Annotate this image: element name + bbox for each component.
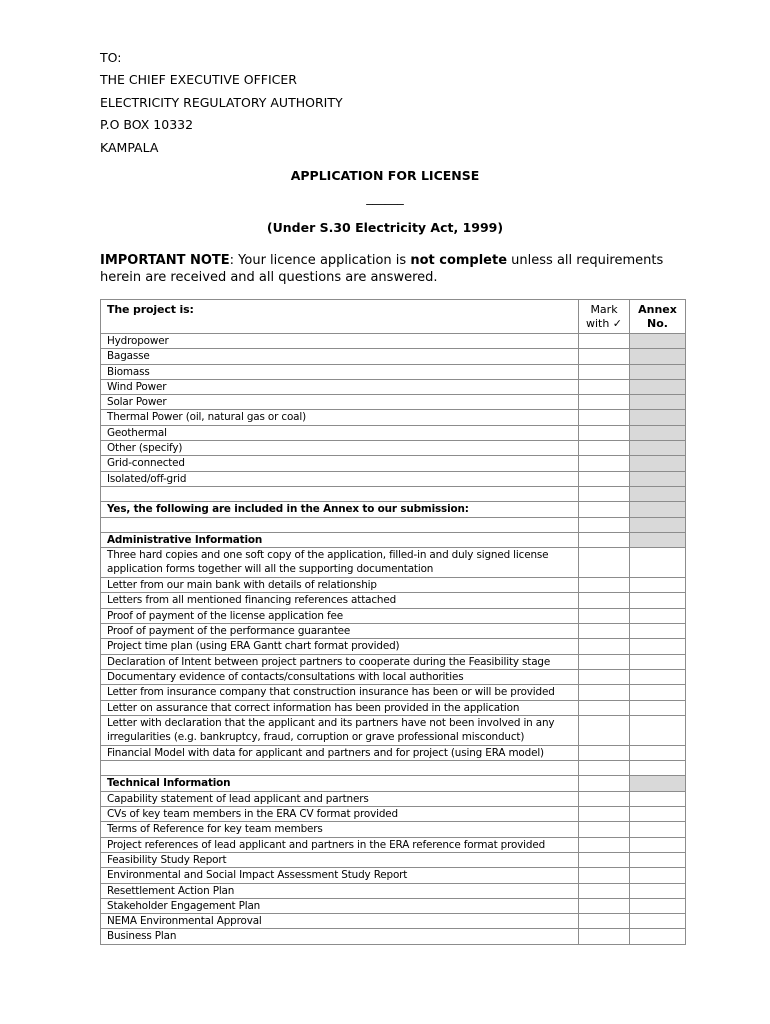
requirement-text: Financial Model with data for applicant and partners and for project (using ERA model) [101,745,579,760]
header-mark [579,300,630,334]
table-row [101,379,686,394]
annex-cell[interactable] [630,532,686,547]
table-row [101,669,686,684]
mark-cell[interactable] [579,898,630,913]
mark-cell[interactable] [579,685,630,700]
mark-cell[interactable] [579,502,630,517]
address-line-2: ELECTRICITY REGULATORY AUTHORITY [100,95,343,110]
mark-cell[interactable] [579,578,630,593]
annex-cell[interactable] [630,852,686,867]
table-row [101,929,686,944]
requirement-text: Bagasse [101,349,579,364]
requirement-text: Capability statement of lead applicant and partners [101,791,579,806]
important-note-emphasis: not complete [410,253,508,268]
requirement-text: Three hard copies and one soft copy of the application, filled-in and duly signed license application forms together will all the supporting documentation [101,548,579,578]
requirement-text: Proof of payment of the license application fee [101,608,579,623]
address-line-4: KAMPALA [100,140,159,155]
annex-cell[interactable] [630,624,686,639]
requirement-text: Letter from our main bank with details of relationship [101,578,579,593]
mark-cell[interactable] [579,639,630,654]
requirement-text: Proof of payment of the performance guarantee [101,624,579,639]
annex-cell[interactable] [630,898,686,913]
requirement-text: Project references of lead applicant and partners in the ERA reference format provided [101,837,579,852]
requirement-text: Biomass [101,364,579,379]
annex-cell[interactable] [630,669,686,684]
table-row [101,471,686,486]
mark-cell[interactable] [579,883,630,898]
table-row [101,486,686,501]
requirement-text: Yes, the following are included in the Annex to our submission: [101,502,579,517]
requirement-text: Solar Power [101,395,579,410]
annex-cell[interactable] [630,578,686,593]
requirement-text: Feasibility Study Report [101,852,579,867]
annex-cell[interactable] [630,685,686,700]
requirement-text: Thermal Power (oil, natural gas or coal) [101,410,579,425]
table-row [101,608,686,623]
header-annex-line-1: Annex [638,303,677,316]
table-row [101,791,686,806]
mark-cell[interactable] [579,364,630,379]
table-row [101,654,686,669]
table-row [101,685,686,700]
mark-cell[interactable] [579,532,630,547]
address-line-1: THE CHIEF EXECUTIVE OFFICER [100,72,297,87]
table-row [101,914,686,929]
table-row [101,395,686,410]
table-row [101,410,686,425]
mark-cell[interactable] [579,761,630,776]
annex-cell[interactable] [630,745,686,760]
requirement-text: Letters from all mentioned financing references attached [101,593,579,608]
requirement-text: Letter from insurance company that construction insurance has been or will be provided [101,685,579,700]
annex-cell[interactable] [630,379,686,394]
table-row [101,852,686,867]
mark-cell[interactable] [579,349,630,364]
annex-cell[interactable] [630,441,686,456]
requirement-text: Terms of Reference for key team members [101,822,579,837]
mark-cell[interactable] [579,654,630,669]
annex-cell[interactable] [630,776,686,791]
requirement-text: Isolated/off-grid [101,471,579,486]
requirement-text: Letter with declaration that the applicant and its partners have not been involved in any irregularities (e.g. bankruptcy, fraud, corruption or grave professional misconduct) [101,715,579,745]
mark-cell[interactable] [579,745,630,760]
annex-cell[interactable] [630,761,686,776]
header-project: The project is: [101,300,579,334]
annex-cell[interactable] [630,791,686,806]
document-subtitle: (Under S.30 Electricity Act, 1999) [266,220,504,235]
annex-cell[interactable] [630,349,686,364]
mark-cell[interactable] [579,929,630,944]
table-row [101,898,686,913]
table-row [101,776,686,791]
header-annex-line-2: No. [647,317,668,330]
mark-cell[interactable] [579,624,630,639]
requirement-text: Resettlement Action Plan [101,883,579,898]
annex-cell[interactable] [630,410,686,425]
table-header-row [101,300,686,334]
requirement-text: Documentary evidence of contacts/consultations with local authorities [101,669,579,684]
table-row [101,548,686,578]
mark-cell[interactable] [579,914,630,929]
table-row [101,593,686,608]
mark-cell[interactable] [579,425,630,440]
table-row [101,868,686,883]
requirement-text: Project time plan (using ERA Gantt chart format provided) [101,639,579,654]
annex-cell[interactable] [630,807,686,822]
mark-cell[interactable] [579,379,630,394]
annex-cell[interactable] [630,868,686,883]
mark-cell[interactable] [579,441,630,456]
important-note-text-2: unless all requirements herein are received and all questions are answered. [100,253,664,285]
annex-cell[interactable] [630,517,686,532]
annex-cell[interactable] [630,593,686,608]
requirement-text: Geothermal [101,425,579,440]
annex-cell[interactable] [630,822,686,837]
mark-cell[interactable] [579,593,630,608]
table-row [101,364,686,379]
annex-cell[interactable] [630,639,686,654]
annex-cell[interactable] [630,929,686,944]
annex-cell[interactable] [630,608,686,623]
address-line-3: P.O BOX 10332 [100,117,194,132]
table-row [101,837,686,852]
table-row [101,578,686,593]
annex-cell[interactable] [630,548,686,578]
requirement-text: Declaration of Intent between project partners to cooperate during the Feasibility stage [101,654,579,669]
mark-cell[interactable] [579,669,630,684]
table-row [101,745,686,760]
mark-cell[interactable] [579,456,630,471]
annex-cell[interactable] [630,883,686,898]
table-row [101,822,686,837]
annex-cell[interactable] [630,471,686,486]
table-row [101,807,686,822]
mark-cell[interactable] [579,334,630,349]
important-note-label: IMPORTANT NOTE [100,253,230,268]
mark-cell[interactable] [579,837,630,852]
requirement-text: Letter on assurance that correct information has been provided in the application [101,700,579,715]
mark-cell[interactable] [579,791,630,806]
mark-cell[interactable] [579,852,630,867]
requirement-text: Business Plan [101,929,579,944]
table-row [101,456,686,471]
table-row [101,517,686,532]
table-row [101,349,686,364]
table-row [101,441,686,456]
header-mark-line-1: Mark [590,303,618,316]
table-row [101,334,686,349]
annex-cell[interactable] [630,486,686,501]
annex-cell[interactable] [630,502,686,517]
document-title: APPLICATION FOR LICENSE [290,168,480,183]
table-row [101,425,686,440]
mark-cell[interactable] [579,868,630,883]
annex-cell[interactable] [630,425,686,440]
annex-cell[interactable] [630,715,686,745]
table-row [101,624,686,639]
annex-cell[interactable] [630,364,686,379]
requirement-text [101,761,579,776]
requirement-text [101,517,579,532]
annex-cell[interactable] [630,334,686,349]
requirements-table [100,299,686,945]
table-row [101,532,686,547]
mark-cell[interactable] [579,471,630,486]
requirement-text [101,486,579,501]
annex-cell[interactable] [630,654,686,669]
mark-cell[interactable] [579,715,630,745]
requirement-text: CVs of key team members in the ERA CV format provided [101,807,579,822]
address-to: TO: [100,50,122,65]
mark-cell[interactable] [579,608,630,623]
requirement-text: Stakeholder Engagement Plan [101,898,579,913]
annex-cell[interactable] [630,700,686,715]
header-mark-line-2: with ✓ [585,317,623,330]
requirement-text: Environmental and Social Impact Assessment Study Report [101,868,579,883]
table-row [101,502,686,517]
mark-cell[interactable] [579,822,630,837]
mark-cell[interactable] [579,548,630,578]
mark-cell[interactable] [579,517,630,532]
table-row [101,700,686,715]
annex-cell[interactable] [630,914,686,929]
annex-cell[interactable] [630,395,686,410]
table-row [101,639,686,654]
header-annex [630,300,686,334]
requirement-text: Grid-connected [101,456,579,471]
mark-cell[interactable] [579,410,630,425]
title-divider: ______ [366,190,404,205]
requirement-text: Administrative Information [101,532,579,547]
requirement-text: Other (specify) [101,441,579,456]
mark-cell[interactable] [579,395,630,410]
requirement-text: Wind Power [101,379,579,394]
mark-cell[interactable] [579,807,630,822]
requirement-text: Technical Information [101,776,579,791]
requirement-text: Hydropower [101,334,579,349]
important-note [100,253,690,286]
annex-cell[interactable] [630,456,686,471]
table-row [101,761,686,776]
mark-cell[interactable] [579,776,630,791]
mark-cell[interactable] [579,486,630,501]
annex-cell[interactable] [630,837,686,852]
mark-cell[interactable] [579,700,630,715]
important-note-text-1: : Your licence application is [229,253,411,268]
table-row [101,715,686,745]
requirement-text: NEMA Environmental Approval [101,914,579,929]
table-row [101,883,686,898]
